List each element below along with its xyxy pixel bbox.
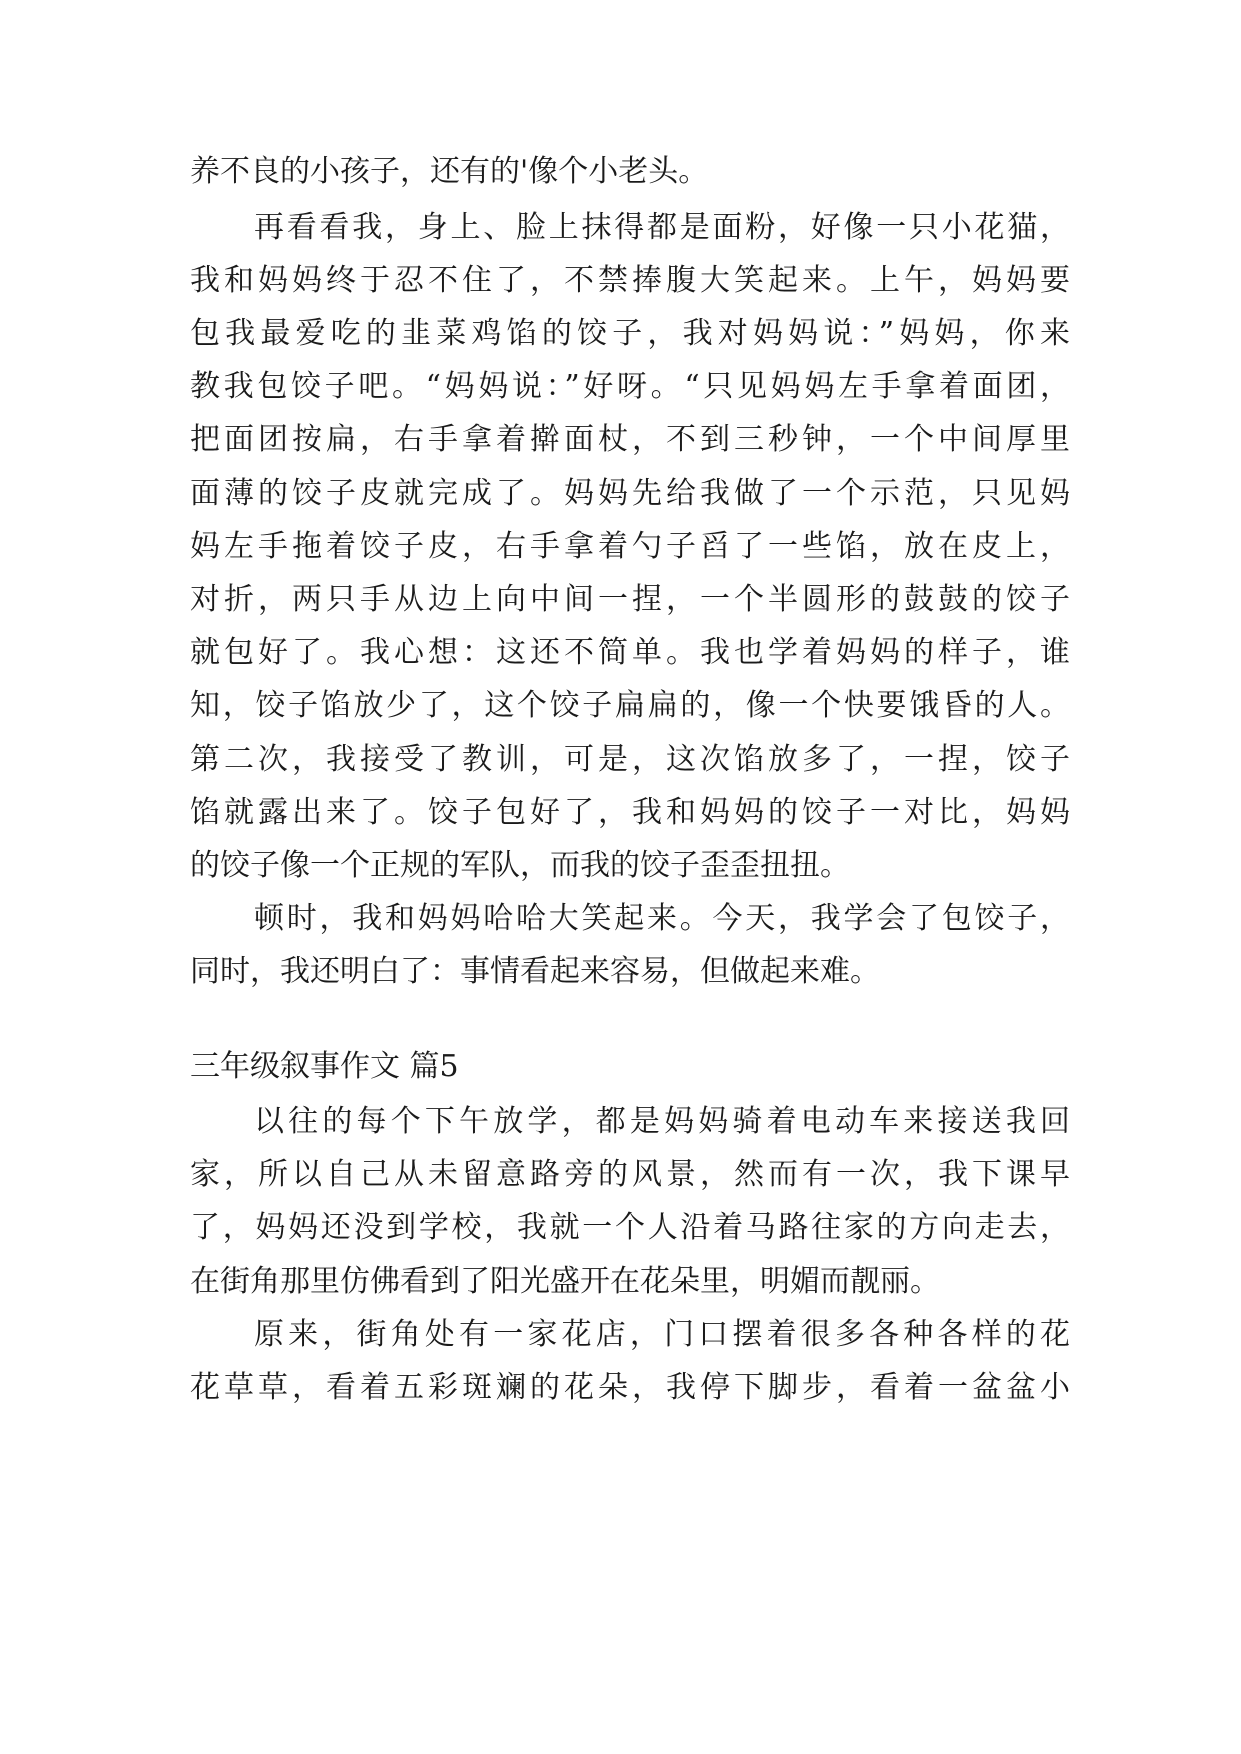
text-line-21: 原来，街角处有一家花店，门口摆着很多各种各样的花	[254, 1317, 1070, 1352]
text-line-15: 顿时，我和妈妈哈哈大笑起来。今天，我学会了包饺子，	[254, 901, 1070, 936]
text-line-13: 馅就露出来了。饺子包好了，我和妈妈的饺子一对比，妈妈	[190, 795, 1070, 830]
text-line-11: 知，饺子馅放少了，这个饺子扁扁的，像一个快要饿昏的人。	[190, 688, 1070, 723]
text-line-8: 妈左手拖着饺子皮，右手拿着勺子舀了一些馅，放在皮上，	[190, 529, 1070, 564]
text-line-18: 家，所以自己从未留意路旁的风景，然而有一次，我下课早	[190, 1157, 1070, 1192]
text-line-3: 我和妈妈终于忍不住了，不禁捧腹大笑起来。上午，妈妈要	[190, 263, 1070, 298]
text-line-6: 把面团按扁，右手拿着擀面杖，不到三秒钟，一个中间厚里	[190, 422, 1070, 457]
text-line-2: 再看看我，身上、脸上抹得都是面粉，好像一只小花猫，	[254, 210, 1070, 245]
text-line-7: 面薄的饺子皮就完成了。妈妈先给我做了一个示范，只见妈	[190, 476, 1070, 511]
text-line-22: 花草草，看着五彩斑斓的花朵，我停下脚步，看着一盆盆小	[190, 1370, 1070, 1405]
text-line-1: 养不良的小孩子，还有的'像个小老头。	[190, 154, 709, 189]
text-line-19: 了，妈妈还没到学校，我就一个人沿着马路往家的方向走去，	[190, 1210, 1070, 1245]
text-line-17: 以往的每个下午放学，都是妈妈骑着电动车来接送我回	[254, 1104, 1070, 1139]
text-line-10: 就包好了。我心想：这还不简单。我也学着妈妈的样子，谁	[190, 635, 1070, 670]
text-line-5: 教我包饺子吧。“妈妈说：”好呀。“只见妈妈左手拿着面团，	[190, 369, 1070, 404]
text-line-20: 在街角那里仿佛看到了阳光盛开在花朵里，明媚而靓丽。	[190, 1264, 940, 1299]
text-line-4: 包我最爱吃的韭菜鸡馅的饺子，我对妈妈说：”妈妈，你来	[190, 316, 1070, 351]
text-line-14: 的饺子像一个正规的军队，而我的饺子歪歪扭扭。	[190, 848, 850, 883]
section-heading: 三年级叙事作文 篇5	[190, 1049, 459, 1084]
text-line-9: 对折，两只手从边上向中间一捏，一个半圆形的鼓鼓的饺子	[190, 582, 1070, 617]
text-line-16: 同时，我还明白了：事情看起来容易，但做起来难。	[190, 954, 880, 989]
text-line-12: 第二次，我接受了教训，可是，这次馅放多了，一捏，饺子	[190, 742, 1070, 777]
